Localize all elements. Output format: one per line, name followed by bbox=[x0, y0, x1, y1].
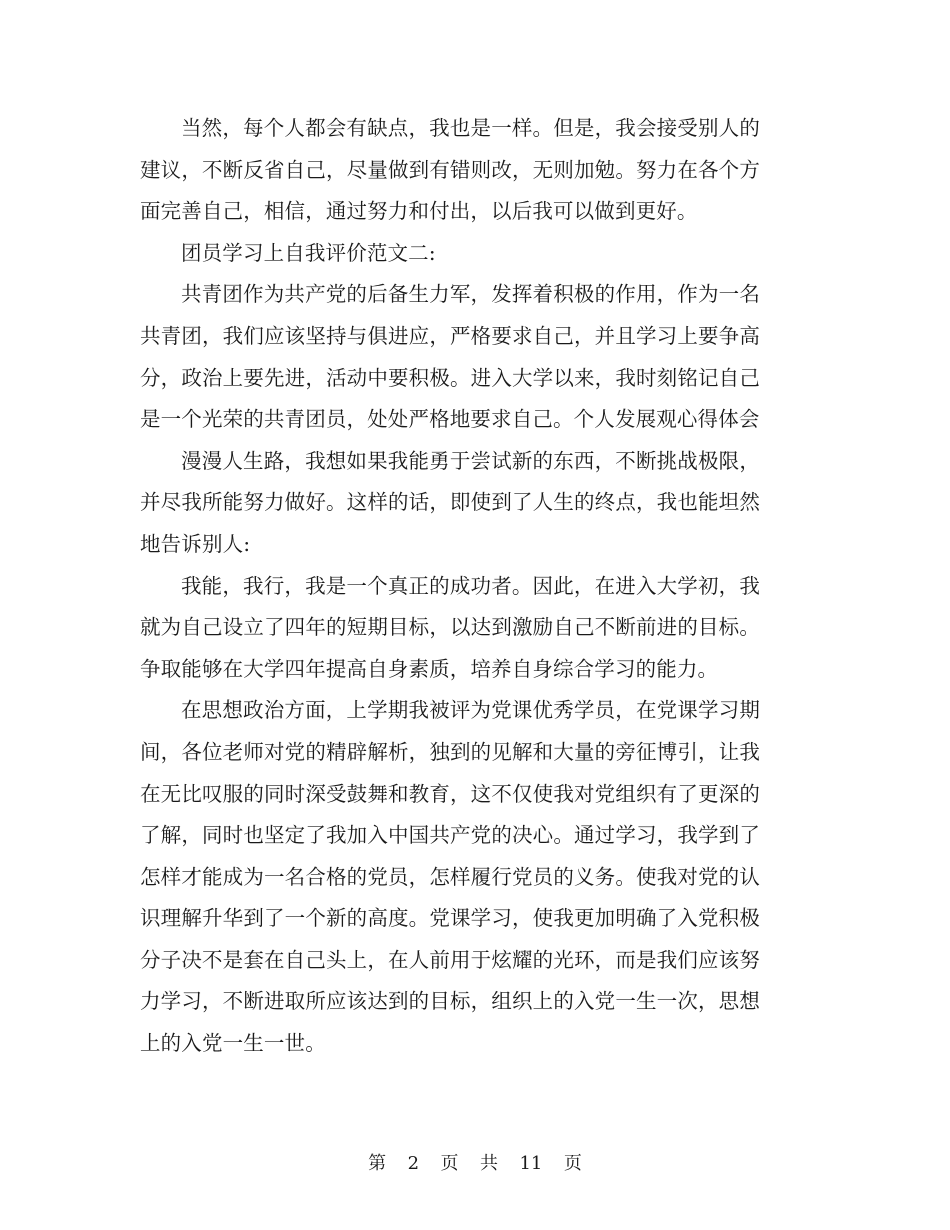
total-page-count: 11 bbox=[519, 1153, 543, 1174]
section-heading: 团员学习上自我评价范文二: bbox=[181, 240, 436, 265]
paragraph: 共青团作为共产党的后备生力军，发挥着积极的作用，作为一名共青团，我们应该坚持与俱进应，严格要求自己，并且学习上要争高分，政治上要先进，活动中要积极。进入大学以来，我时刻铭记自己是一个光荣的共青团员，处处严格地要求自己。个人发展观心得体会 bbox=[140, 282, 760, 432]
document-body bbox=[140, 108, 760, 1065]
footer-page-word: 页 bbox=[440, 1153, 459, 1174]
paragraph: 漫漫人生路，我想如果我能勇于尝试新的东西，不断挑战极限，并尽我所能努力做好。这样的话，即使到了人生的终点，我也能坦然地告诉别人: bbox=[140, 448, 760, 556]
current-page-number: 2 bbox=[407, 1153, 420, 1174]
footer-prefix: 第 bbox=[368, 1153, 387, 1174]
paragraph: 我能，我行，我是一个真正的成功者。因此，在进入大学初，我就为自己设立了四年的短期目标，以达到激励自己不断前进的目标。争取能够在大学四年提高自身素质，培养自身综合学习的能力。 bbox=[140, 573, 760, 681]
footer-total-word: 共 bbox=[480, 1153, 498, 1174]
paragraph: 当然，每个人都会有缺点，我也是一样。但是，我会接受别人的建议，不断反省自己，尽量做到有错则改，无则加勉。努力在各个方面完善自己，相信，通过努力和付出，以后我可以做到更好。 bbox=[140, 116, 760, 224]
footer-suffix: 页 bbox=[563, 1153, 582, 1174]
page-footer bbox=[0, 1150, 950, 1178]
paragraph: 在思想政治方面，上学期我被评为党课优秀学员，在党课学习期间，各位老师对党的精辟解析，独到的见解和大量的旁征博引，让我在无比叹服的同时深受鼓舞和教育，这不仅使我对党组织有了更深的了解，同时也坚定了我加入中国共产党的决心。通过学习，我学到了怎样才能成为一名合格的党员，怎样履行党员的义务。使我对党的认识理解升华到了一个新的高度。党课学习，使我更加明确了入党积极分子决不是套在自己头上，在人前用于炫耀的光环，而是我们应该努力学习，不断进取所应该达到的目标，组织上的入党一生一次，思想上的入党一生一世。 bbox=[140, 698, 760, 1056]
